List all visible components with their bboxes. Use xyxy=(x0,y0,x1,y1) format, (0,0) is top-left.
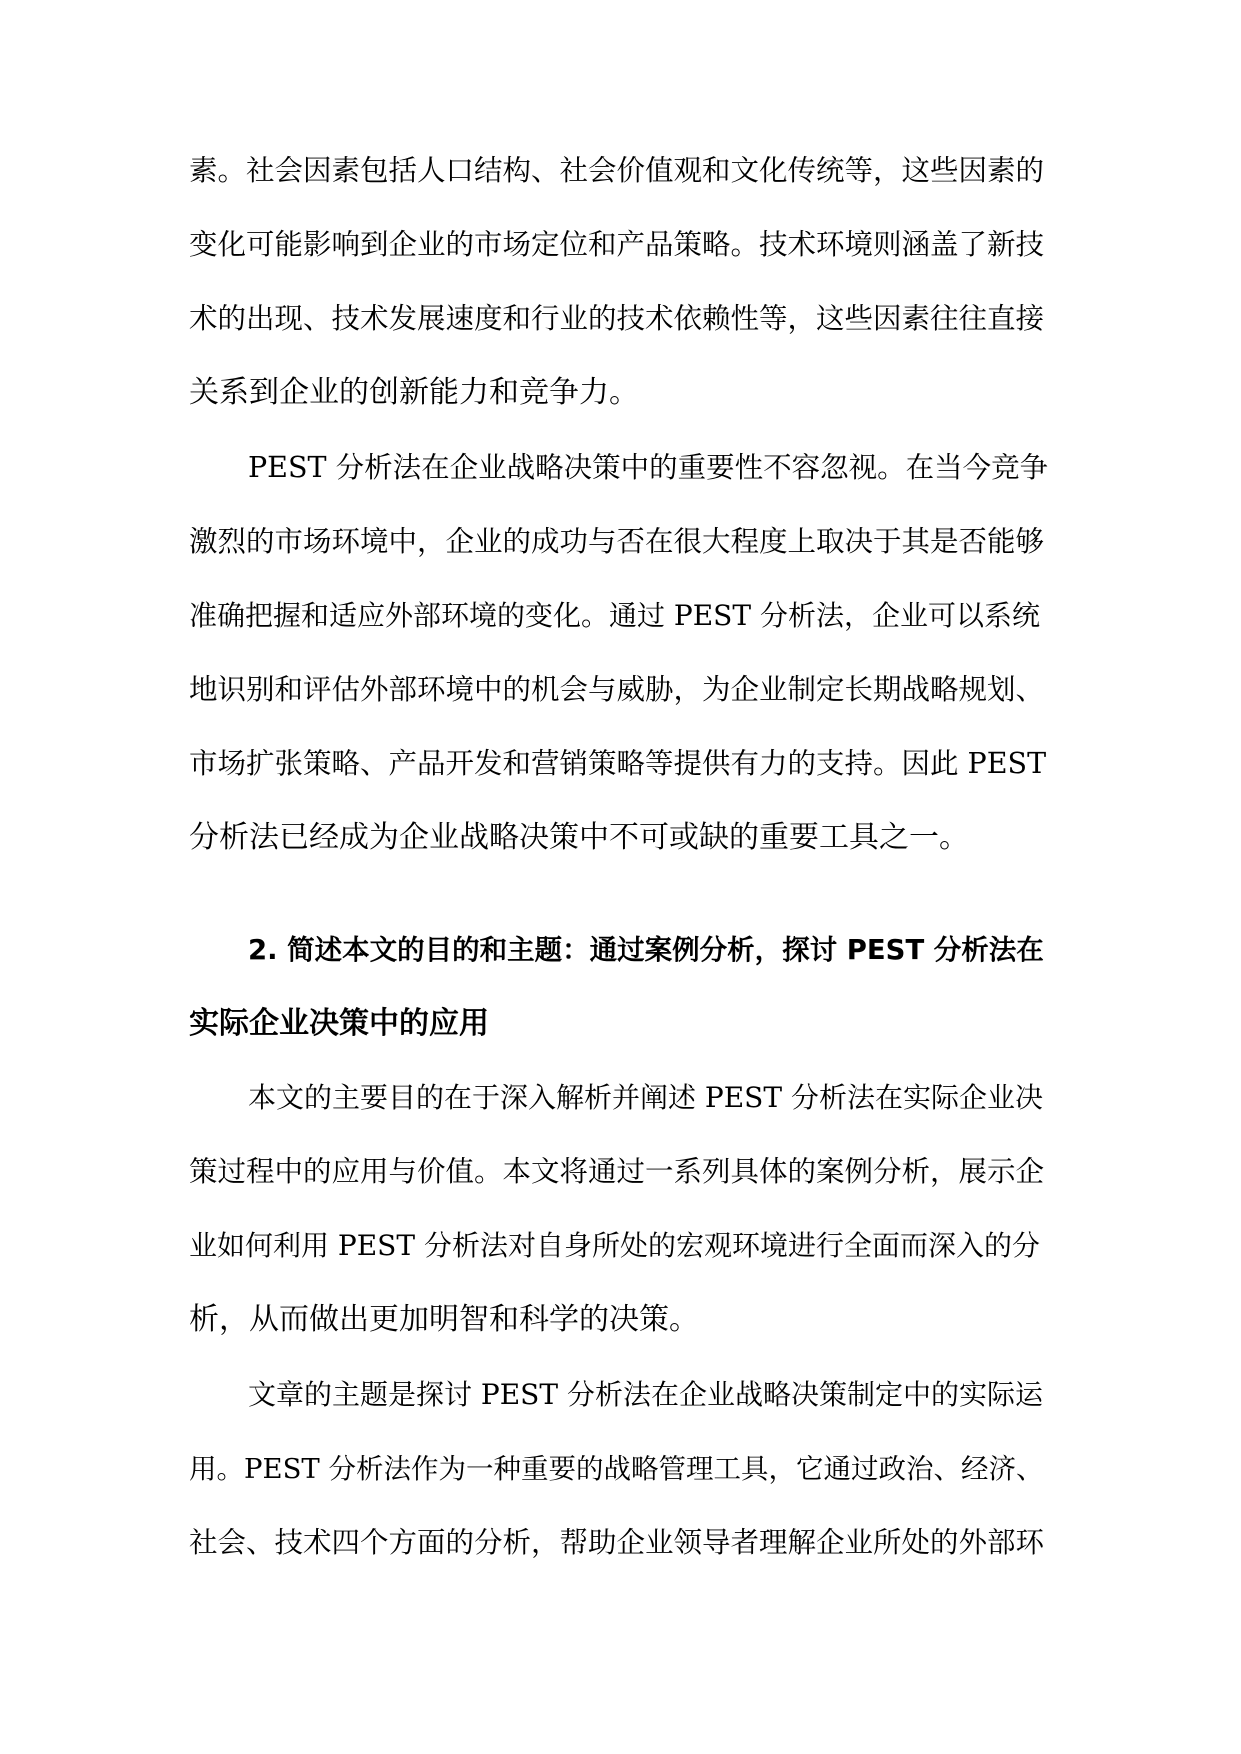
paragraph-line: 市场扩张策略、产品开发和营销策略等提供有力的支持。因此 PEST xyxy=(189,747,1047,780)
paragraph-line: 析，从而做出更加明智和科学的决策。 xyxy=(189,1302,699,1337)
paragraph-line: 文章的主题是探讨 PEST 分析法在企业战略决策制定中的实际运 xyxy=(248,1378,1043,1411)
paragraph-line: PEST 分析法在企业战略决策中的重要性不容忽视。在当今竞争 xyxy=(248,451,1049,484)
paragraph-line: 策过程中的应用与价值。本文将通过一系列具体的案例分析，展示企 xyxy=(189,1155,1045,1188)
paragraph-line: 关系到企业的创新能力和竞争力。 xyxy=(189,375,639,410)
paragraph-line: 分析法已经成为企业战略决策中不可或缺的重要工具之一。 xyxy=(189,820,969,855)
paragraph-line: 社会、技术四个方面的分析，帮助企业领导者理解企业所处的外部环 xyxy=(189,1526,1045,1559)
paragraph-line: 激烈的市场环境中，企业的成功与否在很大程度上取决于其是否能够 xyxy=(189,525,1045,558)
paragraph-line: 素。社会因素包括人口结构、社会价值观和文化传统等，这些因素的 xyxy=(189,154,1045,187)
section-heading: 实际企业决策中的应用 xyxy=(189,1006,489,1041)
paragraph-line: 用。PEST 分析法作为一种重要的战略管理工具，它通过政治、经济、 xyxy=(189,1453,1044,1485)
paragraph-line: 术的出现、技术发展速度和行业的技术依赖性等，这些因素往往直接 xyxy=(189,302,1045,335)
paragraph-line: 本文的主要目的在于深入解析并阐述 PEST 分析法在实际企业决 xyxy=(248,1081,1043,1114)
paragraph-line: 准确把握和适应外部环境的变化。通过 PEST 分析法，企业可以系统 xyxy=(189,599,1040,632)
paragraph-line: 业如何利用 PEST 分析法对自身所处的宏观环境进行全面而深入的分 xyxy=(189,1229,1040,1262)
paragraph-line: 变化可能影响到企业的市场定位和产品策略。技术环境则涵盖了新技 xyxy=(189,228,1045,261)
section-heading: 2. 简述本文的目的和主题：通过案例分析，探讨 PEST 分析法在 xyxy=(248,934,1044,966)
paragraph-line: 地识别和评估外部环境中的机会与威胁，为企业制定长期战略规划、 xyxy=(189,673,1045,706)
